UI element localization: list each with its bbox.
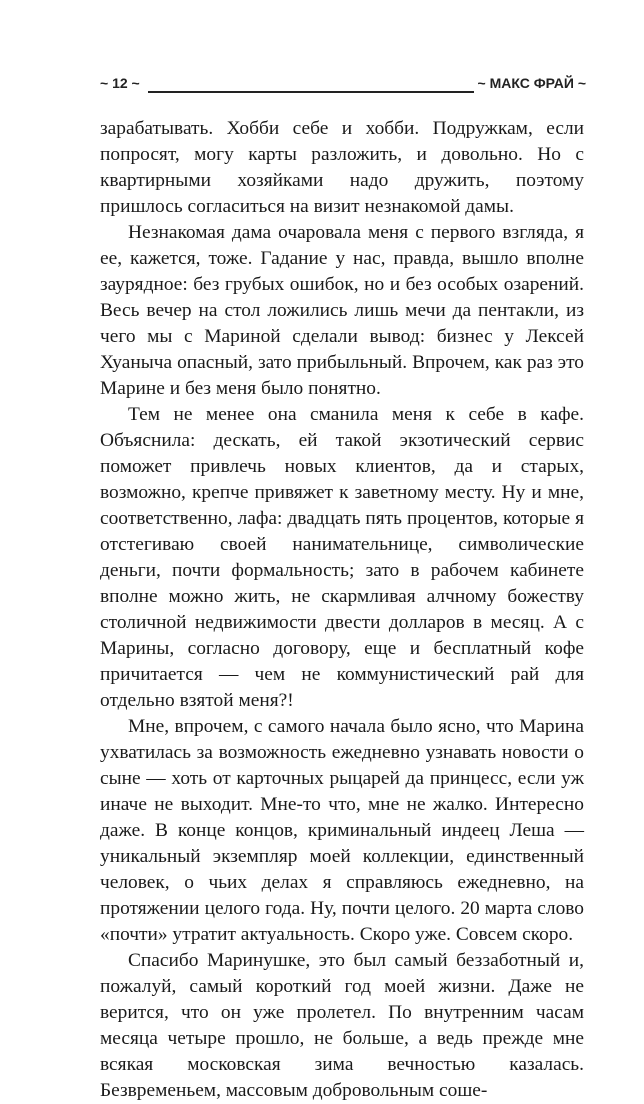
paragraph: Незнакомая дама очаровала меня с первого взгляда, я ее, кажется, тоже. Гадание у нас, правда, вышло вполне заурядное: без грубых ошибок, но и без особых озарений. Весь вечер на стол ложились лишь мечи да пентакли, из чего мы с Мариной сделали вывод: бизнес у Лексей Хуаныча опасный, зато прибыльный. Впрочем, как раз это Марине и без меня было понятно.: [100, 222, 584, 399]
paragraph: Тем не менее она сманила меня к себе в кафе. Объяснила: дескать, ей такой экзотический сервис поможет привлечь новых клиентов, да и старых, возможно, крепче привяжет к заветному месту. Ну и мне, соответственно, лафа: двадцать пять процентов, которые я отстегиваю своей нанимательнице, символические деньги, почти формальность; зато в рабочем кабинете вполне можно жить, не скармливая алчному божеству столичной недвижимости двести долларов в месяц. А с Марины, согласно договору, еще и бесплатный кофе причитается — чем не коммунистический рай для отдельно взятой меня?!: [100, 404, 584, 711]
running-header: [100, 72, 586, 94]
page-number: ~ 12 ~: [100, 75, 140, 91]
paragraph: зарабатывать. Хобби себе и хобби. Подружкам, если попросят, могу карты разложить, и довольно. Но с квартирными хозяйками надо дружить, поэтому пришлось согласиться на визит незнакомой дамы.: [100, 118, 584, 217]
paragraph: Спасибо Маринушке, это был самый беззаботный и, пожалуй, самый короткий год моей жизни. Даже не верится, что он уже пролетел. По внутренним часам месяца четыре прошло, не больше, а ведь прежде мне всякая московская зима вечностью казалась. Безвременьем, массовым добровольным соше-: [100, 950, 584, 1101]
header-rule: [148, 91, 474, 93]
body-text: [100, 116, 584, 1104]
paragraph: Мне, впрочем, с самого начала было ясно, что Марина ухватилась за возможность ежедневно узнавать новости о сыне — хоть от карточных рыцарей да принцесс, если уж иначе не выходит. Мне-то что, мне не жалко. Интересно даже. В конце концов, криминальный индеец Леша — уникальный экземпляр моей коллекции, единственный человек, о чьих делах я справляюсь ежедневно, на протяжении целого года. Ну, почти целого. 20 марта слово «почти» утратит актуальность. Скоро уже. Совсем скоро.: [100, 716, 584, 945]
author-name: ~ МАКС ФРАЙ ~: [477, 75, 586, 91]
